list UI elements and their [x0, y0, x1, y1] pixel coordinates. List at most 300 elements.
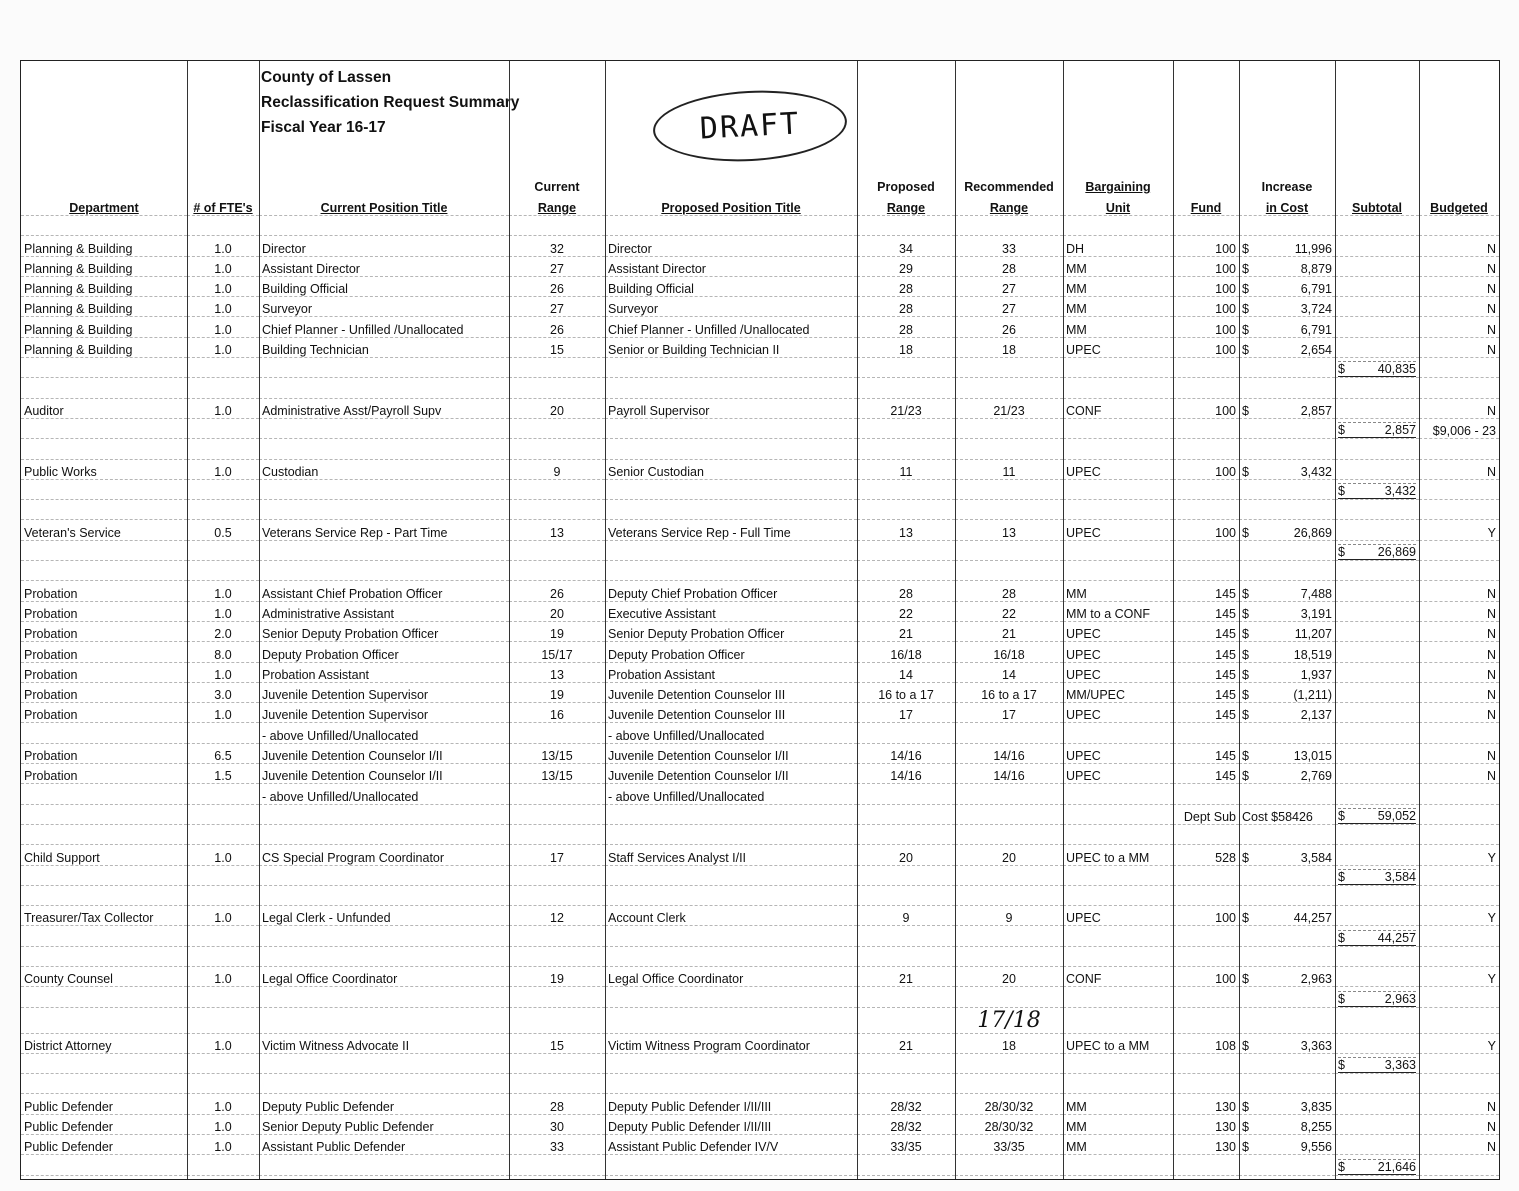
currency-symbol: $ — [1242, 1140, 1249, 1155]
proposed-range-cell: 28/32 — [857, 1114, 955, 1134]
fund-cell: 145 — [1173, 703, 1239, 723]
proposed-range-cell: 13 — [857, 520, 955, 540]
empty-cell — [1239, 824, 1335, 844]
bargaining-unit-cell: MM/UPEC — [1063, 682, 1173, 702]
table-row — [21, 1094, 1499, 1114]
bargaining-unit-cell: UPEC to a MM — [1063, 1033, 1173, 1053]
budgeted-cell: N — [1419, 317, 1499, 337]
subtotal-row — [21, 358, 1499, 378]
empty-cell — [21, 358, 187, 378]
bargaining-unit-cell: MM — [1063, 276, 1173, 296]
increase-cost-cell — [1239, 581, 1335, 601]
currency-symbol: $ — [1338, 1159, 1345, 1174]
subtotal-cell — [1335, 682, 1419, 702]
subtotal-cell — [1335, 1135, 1419, 1155]
proposed-title-note: - above Unfilled/Unallocated — [605, 723, 857, 743]
subtotal-cell — [1335, 703, 1419, 723]
amount — [1242, 972, 1332, 986]
increase-cost-cell — [1239, 966, 1335, 986]
bargaining-unit-cell: CONF — [1063, 966, 1173, 986]
empty-cell — [1063, 926, 1173, 946]
empty-cell — [509, 500, 605, 520]
currency-symbol: $ — [1338, 869, 1345, 884]
fund-cell: 528 — [1173, 845, 1239, 865]
empty-cell — [1239, 378, 1335, 398]
current-title-cell: Administrative Assistant — [259, 601, 509, 621]
fte-cell: 2.0 — [187, 621, 259, 641]
empty-cell — [187, 418, 259, 438]
budgeted-cell: N — [1419, 1114, 1499, 1134]
empty-cell — [1335, 378, 1419, 398]
empty-cell — [1239, 439, 1335, 459]
subtotal-cell — [1335, 1033, 1419, 1053]
current-range-cell: 13/15 — [509, 764, 605, 784]
current-title-cell: Senior Deputy Probation Officer — [259, 621, 509, 641]
fte-cell: 1.0 — [187, 317, 259, 337]
amount — [1242, 404, 1332, 418]
increase-amount: 13,015 — [1293, 749, 1332, 764]
empty-cell — [857, 418, 955, 438]
fte-cell: 1.0 — [187, 1114, 259, 1134]
empty-cell — [1239, 946, 1335, 966]
department-cell: Planning & Building — [21, 337, 187, 357]
subtotal-cell — [1335, 459, 1419, 479]
increase-cost-cell — [1239, 743, 1335, 763]
blank-row — [21, 439, 1499, 459]
empty-cell — [509, 723, 605, 743]
department-cell: Probation — [21, 581, 187, 601]
amount — [1242, 708, 1332, 722]
subtotal-header: Subtotal — [1335, 194, 1419, 216]
proposed-title-cell: Deputy Probation Officer — [605, 642, 857, 662]
empty-cell — [605, 1007, 857, 1033]
fund-cell: 130 — [1173, 1135, 1239, 1155]
proposed-range-header: Range — [857, 194, 955, 216]
subtotal-cell — [1335, 358, 1419, 378]
empty-cell — [857, 784, 955, 804]
table-row — [21, 459, 1499, 479]
empty-cell — [1419, 500, 1499, 520]
table-row — [21, 297, 1499, 317]
recommended-range-cell: 22 — [955, 601, 1063, 621]
currency-symbol: $ — [1242, 261, 1249, 276]
empty-cell — [187, 987, 259, 1007]
empty-cell — [605, 804, 857, 824]
proposed-title-cell: Deputy Chief Probation Officer — [605, 581, 857, 601]
department-cell: Probation — [21, 662, 187, 682]
table-row — [21, 1135, 1499, 1155]
fund-cell: 100 — [1173, 276, 1239, 296]
empty-cell — [1173, 926, 1239, 946]
proposed-title-header: Proposed Position Title — [605, 194, 857, 216]
bargaining-unit-cell: DH — [1063, 236, 1173, 256]
empty-cell — [509, 358, 605, 378]
amount — [1242, 343, 1332, 357]
budgeted-cell — [1419, 987, 1499, 1007]
recommended-range-cell: 20 — [955, 966, 1063, 986]
table-row — [21, 276, 1499, 296]
subtotal-cell — [1335, 1053, 1419, 1073]
increase-amount: 2,963 — [1300, 972, 1332, 987]
column-divider — [1173, 61, 1174, 1179]
increase-amount: 3,191 — [1300, 606, 1332, 621]
proposed-range-cell: 11 — [857, 459, 955, 479]
department-cell: Planning & Building — [21, 276, 187, 296]
currency-symbol: $ — [1242, 647, 1249, 662]
amount — [1242, 526, 1332, 540]
proposed-title-cell: Surveyor — [605, 297, 857, 317]
empty-cell — [187, 439, 259, 459]
subtotal-value: 3,363 — [1384, 1058, 1416, 1073]
fund-cell: 145 — [1173, 764, 1239, 784]
empty-cell — [955, 926, 1063, 946]
empty-cell — [955, 987, 1063, 1007]
empty-cell — [21, 378, 187, 398]
proposed-range-cell: 21/23 — [857, 398, 955, 418]
currency-symbol: $ — [1338, 930, 1345, 945]
department-cell: Probation — [21, 682, 187, 702]
current-title-cell: Surveyor — [259, 297, 509, 317]
currency-symbol: $ — [1242, 1038, 1249, 1053]
currency-symbol: $ — [1242, 972, 1249, 987]
currency-symbol: $ — [1338, 484, 1345, 499]
bargaining-unit-cell: UPEC — [1063, 642, 1173, 662]
empty-cell — [187, 723, 259, 743]
subtotal-cell — [1335, 256, 1419, 276]
bargaining-unit-cell: MM — [1063, 1094, 1173, 1114]
budgeted-cell: N — [1419, 764, 1499, 784]
current-title-cell: Victim Witness Advocate II — [259, 1033, 509, 1053]
subtotal-cell — [1335, 236, 1419, 256]
column-divider — [1335, 61, 1336, 1179]
budgeted-cell: N — [1419, 236, 1499, 256]
current-title-cell: Assistant Chief Probation Officer — [259, 581, 509, 601]
increase-amount: 2,857 — [1300, 403, 1332, 418]
table-row — [21, 642, 1499, 662]
empty-cell — [259, 540, 509, 560]
empty-cell — [259, 824, 509, 844]
proposed-title-cell: Executive Assistant — [605, 601, 857, 621]
fte-cell: 1.0 — [187, 297, 259, 317]
empty-cell — [1063, 1053, 1173, 1073]
subtotal-cell — [1335, 764, 1419, 784]
empty-cell — [509, 378, 605, 398]
empty-cell — [1063, 865, 1173, 885]
county-title: County of Lassen — [261, 69, 392, 86]
current-range-header: Range — [509, 194, 605, 216]
empty-cell — [1419, 804, 1499, 824]
current-range-header-top: Current — [534, 180, 580, 194]
note-row — [21, 784, 1499, 804]
proposed-range-cell: 22 — [857, 601, 955, 621]
table-row — [21, 764, 1499, 784]
amount — [1242, 911, 1332, 925]
currency-symbol: $ — [1242, 322, 1249, 337]
subtotal-cell — [1335, 479, 1419, 499]
recommended-range-cell: 20 — [955, 845, 1063, 865]
header-row — [21, 194, 1499, 216]
fund-cell: 145 — [1173, 642, 1239, 662]
empty-cell — [1419, 378, 1499, 398]
fund-cell: 145 — [1173, 662, 1239, 682]
fte-cell: 0.5 — [187, 520, 259, 540]
proposed-range-cell: 29 — [857, 256, 955, 276]
current-range-cell: 13 — [509, 520, 605, 540]
budgeted-cell — [1419, 865, 1499, 885]
current-title-cell: Juvenile Detention Supervisor — [259, 682, 509, 702]
recommended-range-cell: 16/18 — [955, 642, 1063, 662]
budgeted-cell: Y — [1419, 966, 1499, 986]
empty-cell — [605, 216, 857, 236]
empty-cell — [509, 439, 605, 459]
empty-cell — [857, 561, 955, 581]
proposed-title-cell: Juvenile Detention Counselor I/II — [605, 764, 857, 784]
empty-cell — [1173, 378, 1239, 398]
budgeted-cell — [1419, 540, 1499, 560]
recommended-range-cell: 11 — [955, 459, 1063, 479]
empty-cell — [21, 723, 187, 743]
amount — [1242, 607, 1332, 621]
empty-cell — [605, 540, 857, 560]
department-cell: Planning & Building — [21, 317, 187, 337]
proposed-range-cell: 28 — [857, 297, 955, 317]
empty-cell — [1173, 784, 1239, 804]
empty-cell — [1239, 926, 1335, 946]
empty-cell — [259, 561, 509, 581]
increase-amount: 3,584 — [1300, 850, 1332, 865]
current-range-cell: 17 — [509, 845, 605, 865]
column-divider — [1239, 61, 1240, 1179]
empty-cell — [509, 1155, 605, 1175]
current-title-note: - above Unfilled/Unallocated — [259, 784, 509, 804]
subtotal-amount — [1338, 869, 1416, 885]
empty-cell — [21, 1007, 187, 1033]
empty-cell — [509, 1053, 605, 1073]
proposed-title-cell: Staff Services Analyst I/II — [605, 845, 857, 865]
empty-cell — [1335, 885, 1419, 905]
increase-amount: (1,211) — [1293, 688, 1332, 703]
current-title-cell: Legal Clerk - Unfunded — [259, 906, 509, 926]
current-title-cell: Juvenile Detention Counselor I/II — [259, 743, 509, 763]
amount — [1242, 587, 1332, 601]
empty-cell — [1173, 1053, 1239, 1073]
fund-header: Fund — [1173, 194, 1239, 216]
empty-cell — [509, 418, 605, 438]
increase-cost-cell — [1239, 337, 1335, 357]
recommended-range-cell: 14/16 — [955, 743, 1063, 763]
fte-cell: 1.5 — [187, 764, 259, 784]
subtotal-cell — [1335, 1114, 1419, 1134]
handwritten-note: 17/18 — [955, 1007, 1063, 1033]
empty-cell — [1239, 987, 1335, 1007]
amount — [1242, 648, 1332, 662]
current-title-header: Current Position Title — [259, 194, 509, 216]
subtotal-cell — [1335, 540, 1419, 560]
empty-cell — [509, 865, 605, 885]
table-row — [21, 662, 1499, 682]
recommended-range-cell: 18 — [955, 1033, 1063, 1053]
empty-cell — [1063, 885, 1173, 905]
increase-amount: 2,769 — [1300, 769, 1332, 784]
amount — [1242, 323, 1332, 337]
current-title-cell: Veterans Service Rep - Part Time — [259, 520, 509, 540]
empty-cell — [21, 865, 187, 885]
increase-amount: 2,137 — [1300, 708, 1332, 723]
empty-cell — [259, 439, 509, 459]
current-range-cell: 15/17 — [509, 642, 605, 662]
subtotal-amount — [1338, 483, 1416, 499]
bargaining-unit-cell: UPEC to a MM — [1063, 845, 1173, 865]
empty-cell — [1063, 479, 1173, 499]
empty-cell — [955, 1074, 1063, 1094]
proposed-title-cell: Victim Witness Program Coordinator — [605, 1033, 857, 1053]
budgeted-cell: N — [1419, 601, 1499, 621]
empty-cell — [509, 885, 605, 905]
currency-symbol: $ — [1242, 627, 1249, 642]
empty-cell — [187, 540, 259, 560]
budgeted-cell: N — [1419, 581, 1499, 601]
proposed-title-cell: Juvenile Detention Counselor I/II — [605, 743, 857, 763]
empty-cell — [1063, 500, 1173, 520]
fund-cell: 145 — [1173, 743, 1239, 763]
recommended-range-cell: 27 — [955, 297, 1063, 317]
increase-cost-cell — [1239, 764, 1335, 784]
empty-cell — [1173, 561, 1239, 581]
proposed-title-cell: Juvenile Detention Counselor III — [605, 682, 857, 702]
blank-row — [21, 216, 1499, 236]
proposed-range-header-top: Proposed — [877, 180, 935, 194]
column-divider — [187, 61, 188, 1179]
subtotal-amount — [1338, 1159, 1416, 1175]
bargaining-unit-header: Unit — [1063, 194, 1173, 216]
empty-cell — [509, 1074, 605, 1094]
empty-cell — [21, 216, 187, 236]
fte-cell: 1.0 — [187, 1033, 259, 1053]
header-row-top — [21, 173, 1499, 194]
empty-cell — [187, 784, 259, 804]
proposed-title-cell: Senior or Building Technician II — [605, 337, 857, 357]
budgeted-header: Budgeted — [1419, 194, 1499, 216]
proposed-title-cell: Account Clerk — [605, 906, 857, 926]
empty-cell — [21, 804, 187, 824]
increase-amount: 44,257 — [1293, 911, 1332, 926]
subtotal-row — [21, 540, 1499, 560]
empty-cell — [857, 824, 955, 844]
table-body — [21, 216, 1499, 1176]
fte-cell: 1.0 — [187, 256, 259, 276]
empty-cell — [857, 1155, 955, 1175]
current-range-cell: 9 — [509, 459, 605, 479]
bargaining-header-top: Bargaining — [1085, 180, 1151, 194]
current-title-cell: Building Technician — [259, 337, 509, 357]
currency-symbol: $ — [1242, 302, 1249, 317]
table-row — [21, 682, 1499, 702]
empty-cell — [1063, 418, 1173, 438]
report-title-block — [261, 65, 519, 140]
bargaining-unit-cell: UPEC — [1063, 743, 1173, 763]
fte-cell: 6.5 — [187, 743, 259, 763]
amount — [1242, 688, 1332, 702]
empty-cell — [1173, 479, 1239, 499]
empty-cell — [259, 1007, 509, 1033]
empty-cell — [187, 804, 259, 824]
department-cell: Veteran's Service — [21, 520, 187, 540]
fte-header: # of FTE's — [187, 194, 259, 216]
increase-cost-cell — [1239, 317, 1335, 337]
budgeted-cell — [1419, 1053, 1499, 1073]
amount — [1242, 262, 1332, 276]
bargaining-unit-cell: UPEC — [1063, 459, 1173, 479]
empty-cell — [187, 1155, 259, 1175]
increase-cost-cell — [1239, 601, 1335, 621]
current-range-cell: 20 — [509, 398, 605, 418]
amount — [1242, 668, 1332, 682]
fund-cell: 145 — [1173, 601, 1239, 621]
empty-cell — [1173, 439, 1239, 459]
empty-cell — [605, 824, 857, 844]
amount — [1242, 749, 1332, 763]
empty-cell — [187, 926, 259, 946]
recommended-range-cell: 33 — [955, 236, 1063, 256]
amount — [1242, 1100, 1332, 1114]
table-row — [21, 703, 1499, 723]
dept-sub-cost: Cost $58426 — [1239, 804, 1335, 824]
empty-cell — [1173, 418, 1239, 438]
empty-cell — [1063, 784, 1173, 804]
empty-cell — [21, 946, 187, 966]
empty-cell — [1173, 540, 1239, 560]
fund-cell: 100 — [1173, 297, 1239, 317]
increase-cost-cell — [1239, 520, 1335, 540]
proposed-title-cell: Chief Planner - Unfilled /Unallocated — [605, 317, 857, 337]
subtotal-value: 2,857 — [1384, 423, 1416, 438]
subtotal-cell — [1335, 520, 1419, 540]
bargaining-unit-cell: CONF — [1063, 398, 1173, 418]
proposed-range-cell: 28 — [857, 276, 955, 296]
department-cell: Public Defender — [21, 1094, 187, 1114]
recommended-range-cell: 28 — [955, 581, 1063, 601]
table-row — [21, 337, 1499, 357]
dept-sub-label: Dept Sub — [1173, 804, 1239, 824]
empty-cell — [1063, 439, 1173, 459]
budgeted-cell: N — [1419, 297, 1499, 317]
increase-amount: 8,879 — [1300, 261, 1332, 276]
blank-row — [21, 1007, 1499, 1033]
empty-cell — [1063, 561, 1173, 581]
department-cell: Child Support — [21, 845, 187, 865]
empty-cell — [1335, 439, 1419, 459]
subtotal-cell — [1335, 398, 1419, 418]
empty-cell — [21, 824, 187, 844]
subtotal-value: 2,963 — [1384, 991, 1416, 1006]
currency-symbol: $ — [1242, 1099, 1249, 1114]
empty-cell — [187, 378, 259, 398]
proposed-range-cell: 16/18 — [857, 642, 955, 662]
budgeted-cell: N — [1419, 743, 1499, 763]
subtotal-amount — [1338, 1057, 1416, 1073]
empty-cell — [1239, 216, 1335, 236]
currency-symbol: $ — [1242, 343, 1249, 358]
increase-amount: 3,724 — [1300, 302, 1332, 317]
fte-cell: 1.0 — [187, 662, 259, 682]
fte-cell: 1.0 — [187, 581, 259, 601]
amount — [1242, 465, 1332, 479]
empty-cell — [1239, 1007, 1335, 1033]
subtotal-amount — [1338, 808, 1416, 824]
proposed-range-cell: 28 — [857, 317, 955, 337]
column-divider — [1419, 61, 1420, 1179]
department-cell: Probation — [21, 764, 187, 784]
